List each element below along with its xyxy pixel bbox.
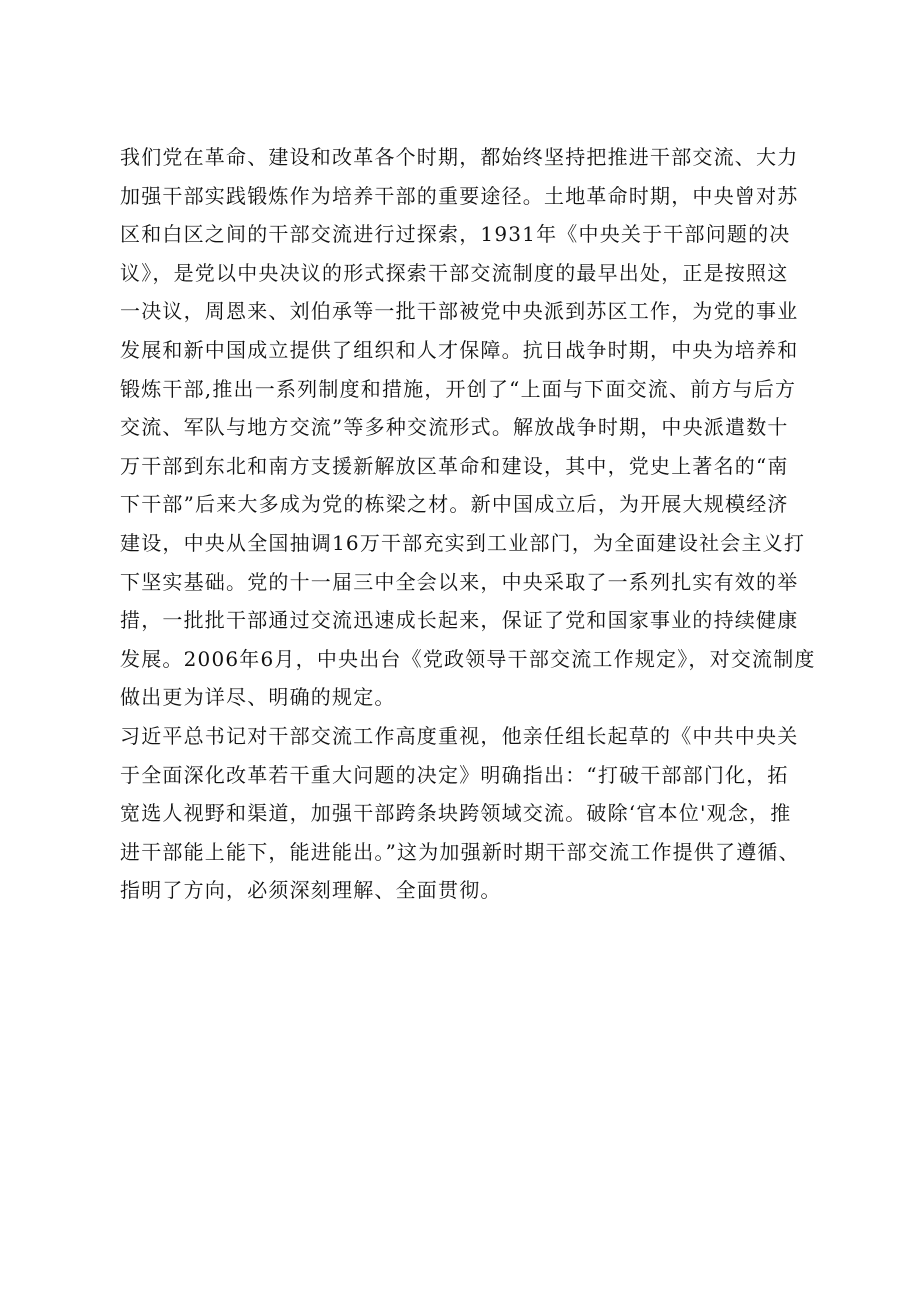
text-line: 区和白区之间的干部交流进行过探索，1931年《中央关于干部问题的决	[120, 222, 791, 247]
text-line: 我们党在革命、建设和改革各个时期，都始终坚持把推进干部交流、大力	[120, 145, 799, 169]
text-line: 措，一批批干部通过交流迅速成长起来，保证了党和国家事业的持续健康	[120, 608, 799, 633]
text-line: 下干部”后来大多成为党的栋梁之材。新中国成立后，为开展大规模经济	[120, 492, 789, 517]
text-line: 加强干部实践锻炼作为培养干部的重要途径。土地革命时期，中央曾对苏	[120, 183, 799, 208]
text-line: 宽选人视野和渠道，加强干部跨条块跨领域交流。破除‘官本位'观念，推	[120, 801, 792, 826]
text-line: 发展和新中国成立提供了组织和人才保障。抗日战争时期，中央为培养和	[120, 337, 799, 362]
text-line: 锻炼干部,推出一系列制度和措施，开创了“上面与下面交流、前方与后方	[120, 376, 797, 401]
text-line: 习近平总书记对干部交流工作高度重视，他亲任组长起草的《中共中央关	[120, 723, 799, 748]
text-line: 交流、军队与地方交流”等多种交流形式。解放战争时期，中央派遣数十	[120, 415, 789, 440]
text-line: 于全面深化改革若干重大问题的决定》明确指出：“打破干部部门化，拓	[120, 762, 789, 787]
text-line: 一决议，周恩来、刘伯承等一批干部被党中央派到苏区工作，为党的事业	[120, 299, 799, 324]
text-line: 进干部能上能下，能进能出。”这为加强新时期干部交流工作提供了遵循、	[120, 839, 800, 864]
text-line: 议》，是党以中央决议的形式探索干部交流制度的最早出处，正是按照这	[120, 260, 789, 285]
text-line: 万干部到东北和南方支援新解放区革命和建设，其中，党史上著名的“南	[120, 453, 789, 478]
text-line: 发展。2006年6月，中央出台《党政领导干部交流工作规定》，对交流制度	[120, 646, 816, 671]
text-line: 做出更为详尽、明确的规定。	[120, 685, 396, 710]
text-line: 指明了方向，必须深刻理解、全面贯彻。	[120, 878, 502, 903]
text-line: 下坚实基础。党的十一届三中全会以来，中央采取了一系列扎实有效的举	[120, 569, 799, 594]
document-body	[120, 138, 825, 910]
text-line: 建设，中央从全国抽调16万干部充实到工业部门，为全面建设社会主义打	[120, 530, 806, 555]
